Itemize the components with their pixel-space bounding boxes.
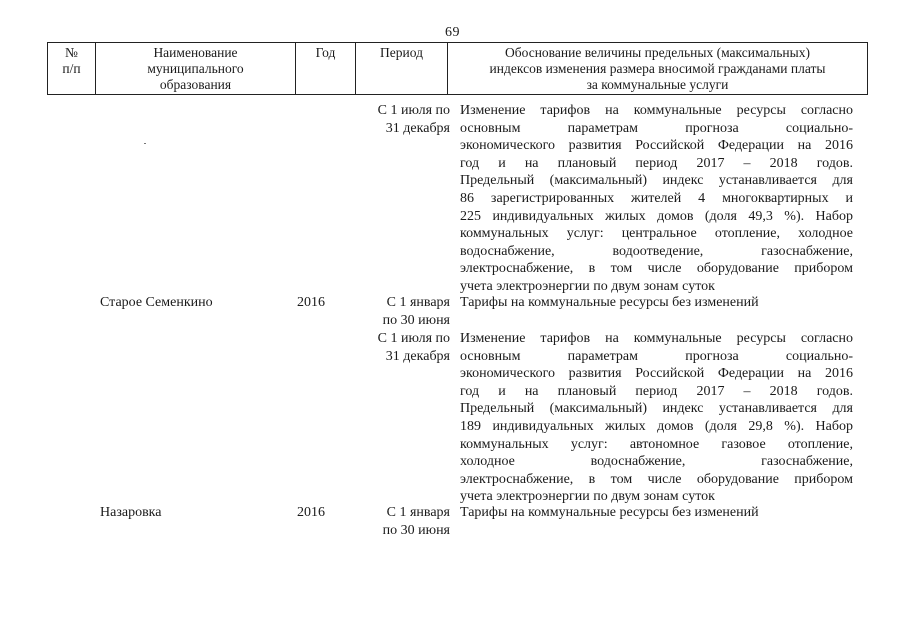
municipality-name: Назаровка <box>100 505 162 520</box>
justification-line: 86 зарегистрированных жителей 4 многоквартирных и <box>460 190 853 206</box>
justification-cell <box>460 504 853 522</box>
municipality-name: Старое Семенкино <box>100 295 213 310</box>
justification-line: учета электроэнергии по двум зонам суток <box>460 278 715 294</box>
period-line: 31 декабря <box>385 120 450 136</box>
justification-line: год и на плановый период 2017 – 2018 годов. <box>460 383 853 399</box>
header-line: п/п <box>62 61 81 76</box>
header-line: Год <box>315 45 336 60</box>
justification-line: Предельный (максимальный) индекс устанавливается для <box>460 401 853 417</box>
header-justification <box>448 43 868 95</box>
justification-cell <box>460 330 853 506</box>
header-period <box>356 43 448 95</box>
justification-line: 225 индивидуальных жилых домов (доля 49,3 %). Набор <box>460 208 853 224</box>
justification-line: водоснабжение, водоотведение, газоснабжение, <box>460 243 853 259</box>
scan-speck <box>144 143 146 144</box>
justification-line: основным параметрам прогноза социально- <box>460 120 853 136</box>
header-row <box>48 43 868 95</box>
justification-cell <box>460 294 853 312</box>
justification-cell <box>460 102 853 296</box>
justification-line: электроснабжение, в том числе оборудование прибором <box>460 261 853 277</box>
header-year <box>296 43 356 95</box>
header-line: за коммунальные услуги <box>586 77 729 92</box>
justification-line: год и на плановый период 2017 – 2018 годов. <box>460 155 853 171</box>
header-name <box>96 43 296 95</box>
header-line: Период <box>380 45 423 60</box>
header-num <box>48 43 96 95</box>
period-cell <box>360 330 450 365</box>
justification-line: холодное водоснабжение, газоснабжение, <box>460 454 853 470</box>
justification-line: Изменение тарифов на коммунальные ресурсы согласно <box>460 103 853 118</box>
header-line: муниципального <box>147 61 244 76</box>
year-cell: 2016 <box>297 295 325 310</box>
period-cell <box>360 102 450 137</box>
header-line: Наименование <box>153 45 238 60</box>
justification-line: Тарифы на коммунальные ресурсы без изменений <box>460 505 759 520</box>
header-line: индексов изменения размера вносимой гражданами платы <box>489 61 826 76</box>
header-line: № <box>65 45 78 60</box>
justification-line: экономического развития Российской Федерации на 2016 <box>460 366 853 382</box>
period-cell <box>360 504 450 539</box>
period-line: по 30 июня <box>382 522 450 538</box>
period-line: по 30 июня <box>382 312 450 328</box>
header-line: образования <box>159 77 232 92</box>
justification-line: основным параметрам прогноза социально- <box>460 348 853 364</box>
period-line: С 1 июля по <box>377 103 450 118</box>
justification-line: экономического развития Российской Федерации на 2016 <box>460 138 853 154</box>
header-line: Обоснование величины предельных (максимальных) <box>505 45 810 60</box>
justification-line: электроснабжение, в том числе оборудование прибором <box>460 471 853 487</box>
table-header <box>47 42 868 95</box>
period-line: С 1 июля по <box>377 331 450 346</box>
period-line: С 1 января <box>386 295 450 310</box>
justification-line: Предельный (максимальный) индекс устанавливается для <box>460 173 853 189</box>
justification-line: 189 индивидуальных жилых домов (доля 29,8 %). Набор <box>460 418 853 434</box>
justification-line: учета электроэнергии по двум зонам суток <box>460 489 715 505</box>
justification-line: Тарифы на коммунальные ресурсы без изменений <box>460 295 759 310</box>
period-cell <box>360 294 450 329</box>
page-number: 69 <box>445 25 460 40</box>
period-line: С 1 января <box>386 505 450 520</box>
justification-line: коммунальных услуг: центральное отопление, холодное <box>460 226 853 242</box>
justification-line: Изменение тарифов на коммунальные ресурсы согласно <box>460 331 853 346</box>
justification-line: коммунальных услуг: автономное газовое отопление, <box>460 436 853 452</box>
year-cell: 2016 <box>297 505 325 520</box>
period-line: 31 декабря <box>385 348 450 364</box>
